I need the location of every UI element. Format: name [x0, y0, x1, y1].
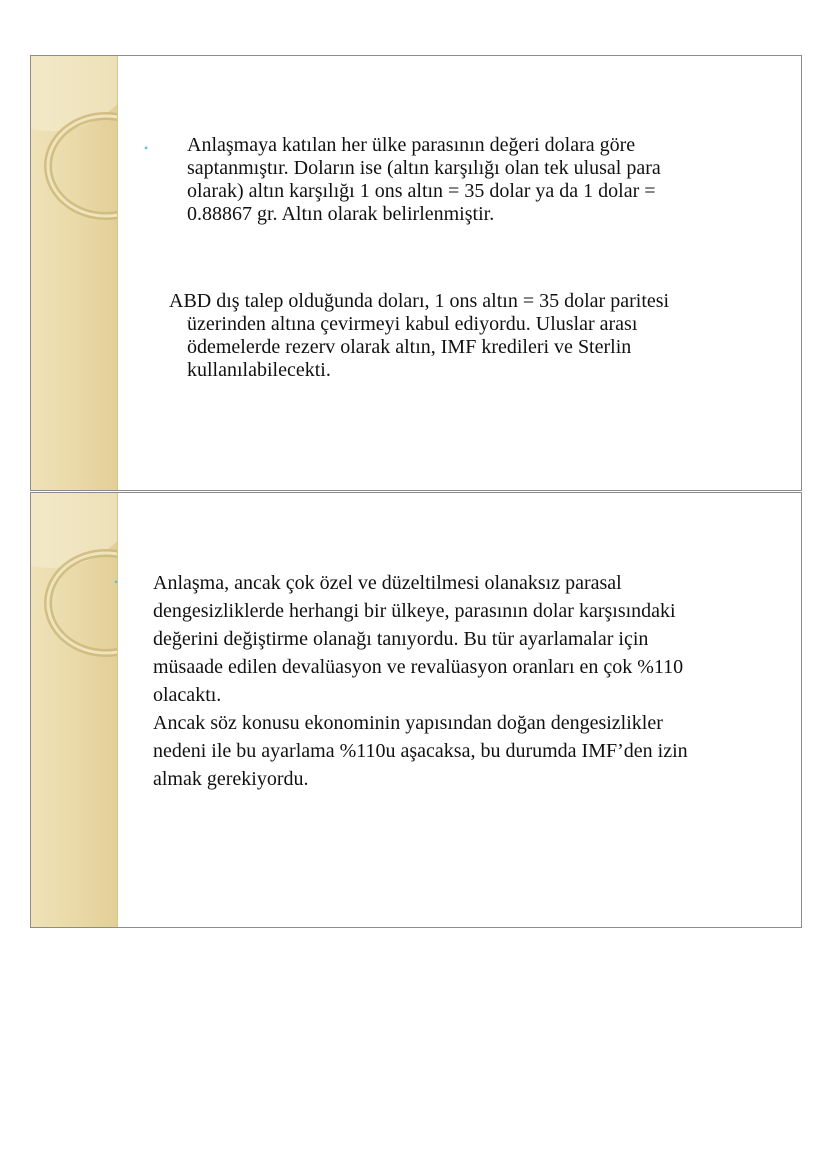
- slide-2: [30, 492, 802, 928]
- slide-1-paragraph-2: ABD dış talep olduğunda doları, 1 ons altın = 35 dolar paritesi üzerinden altına çevirmeyi kabul ediyordu. Uluslar arası ödemelerde rezerv olarak altın, IMF kredileri ve Sterlin kullanılabilecekti.: [169, 290, 670, 381]
- slide-2-paragraph-2: Ancak söz konusu ekonominin yapısından doğan dengesizlikler nedeni ile bu ayarlama %110u aşacaksa, bu durumda IMF’den izin almak gerekiyordu.: [153, 712, 688, 790]
- decorative-sidebar: [31, 493, 117, 927]
- decorative-ring-icon: [31, 493, 117, 928]
- slide-1-paragraph-1: Anlaşmaya katılan her ülke parasının değeri dolara göre saptanmıştır. Doların ise (altın karşılığı olan tek ulusal para olarak) altın karşılığı 1 ons altın = 35 dolar ya da 1 dolar = 0.88867 gr. Altın olarak belirlenmiştir.: [187, 134, 661, 225]
- bullet-icon: •: [114, 575, 119, 589]
- slide-1: [30, 55, 802, 491]
- decorative-sidebar: [31, 56, 117, 490]
- slide-2-paragraph-1: Anlaşma, ancak çok özel ve düzeltilmesi olanaksız parasal dengesizliklerde herhangi bir ülkeye, parasının dolar karşısındaki değerini değiştirme olanağı tanıyordu. Bu tür ayarlamalar için müsaade edilen devalüasyon ve revalüasyon oranları en çok %110 olacaktı.: [153, 572, 684, 706]
- bullet-icon: •: [144, 141, 149, 155]
- decorative-ring-icon: [31, 56, 117, 491]
